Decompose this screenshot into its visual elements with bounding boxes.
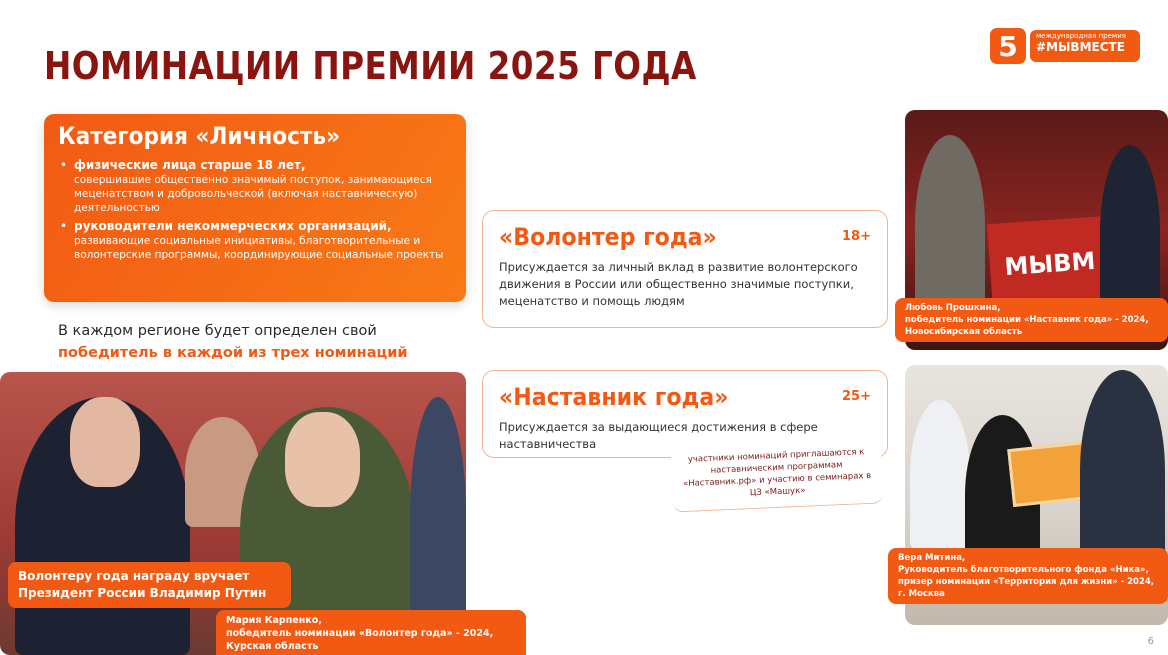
logo-number: 5 — [990, 28, 1026, 64]
award-logo — [990, 28, 1142, 64]
page-title: НОМИНАЦИИ ПРЕМИИ 2025 ГОДА — [44, 44, 697, 88]
category-item — [58, 158, 452, 215]
caption-line: г. Москва — [898, 589, 945, 599]
caption-line: Новосибирская область — [905, 327, 1023, 337]
region-line: В каждом регионе будет определен свой — [58, 323, 377, 339]
logo-hashtag: #МЫВМЕСТЕ — [1036, 40, 1125, 54]
page-number: 6 — [1147, 636, 1154, 647]
caption-line: Руководитель благотворительного фонда «Ника», — [898, 565, 1149, 575]
caption-name: Вера Митина, — [898, 553, 966, 563]
age-badge: 18+ — [842, 229, 871, 244]
logo-small-text: международная премия — [1036, 32, 1126, 40]
caption-line: призер номинации «Территория для жизни» - 2024, — [898, 577, 1154, 587]
nomination-title: «Наставник года» — [499, 383, 729, 411]
category-item-text: развивающие социальные инициативы, благотворительные и волонтерские программы, координирующие социальные проекты — [74, 235, 444, 261]
person-figure — [410, 397, 466, 637]
category-item-text: совершившие общественно значимый поступок, занимающиеся меценатством и добровольческой (включая наставническую) деятельностью — [74, 174, 432, 214]
caption-line: победитель номинации «Наставник года» - 2024, — [905, 315, 1149, 325]
person-figure — [1100, 145, 1160, 320]
face — [285, 412, 360, 507]
caption-line: Волонтеру года награду вручает — [18, 569, 250, 583]
stage-banner: МЫВМ — [987, 216, 1113, 314]
caption-name: Любовь Прошкина, — [905, 303, 1001, 313]
caption-line: Курская область — [226, 641, 319, 652]
logo-text-box — [1030, 30, 1140, 62]
category-box — [44, 114, 466, 302]
caption-proshkina — [895, 298, 1168, 342]
region-text — [58, 320, 408, 364]
category-item-lead: физические лица старше 18 лет, — [74, 158, 306, 172]
age-badge: 25+ — [842, 389, 871, 404]
category-list — [58, 158, 452, 262]
caption-line: победитель номинации «Волонтер года» - 2024, — [226, 628, 494, 639]
person-figure — [1080, 370, 1165, 570]
category-title: Категория «Личность» — [58, 122, 341, 150]
face — [70, 397, 140, 487]
person-figure — [915, 135, 985, 315]
region-highlight: победитель в каждой из трех номинаций — [58, 345, 408, 361]
caption-mitina — [888, 548, 1168, 604]
category-item — [58, 219, 452, 262]
participants-note: участники номинаций приглашаются к наставническим программам «Наставник.рф» и участию в семинарах в ЦЗ «Машук» — [671, 441, 884, 512]
caption-putin — [8, 562, 291, 608]
person-figure — [910, 400, 970, 550]
category-item-lead: руководители некоммерческих организаций, — [74, 219, 392, 233]
nomination-card-volunteer — [482, 210, 888, 328]
nomination-description: Присуждается за выдающиеся достижения в сфере наставничества — [499, 420, 818, 451]
caption-line: Президент России Владимир Путин — [18, 586, 267, 600]
caption-name: Мария Карпенко, — [226, 615, 322, 626]
nomination-title: «Волонтер года» — [499, 223, 717, 251]
caption-karpenko — [216, 610, 526, 655]
nomination-description: Присуждается за личный вклад в развитие волонтерского движения в России или общественно значимые поступки, меценатство и помощь людям — [499, 260, 858, 308]
